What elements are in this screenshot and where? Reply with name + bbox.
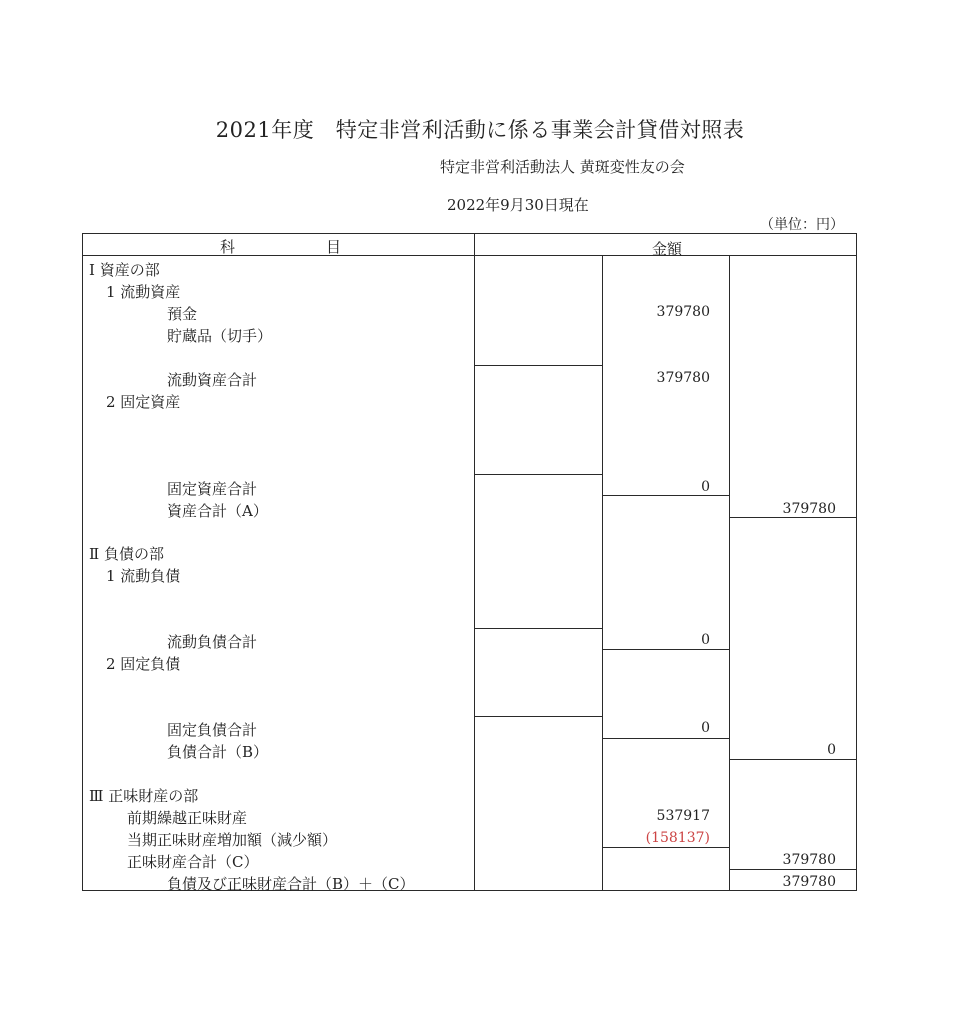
subject-column-divider	[474, 233, 475, 891]
net-assets-total-amount: 379780	[782, 852, 836, 868]
stored-items-label: 貯蔵品（切手）	[167, 327, 273, 345]
col3-line	[729, 869, 857, 870]
assets-total-amount: 379780	[782, 501, 836, 517]
carried-net-assets-amount: 537917	[656, 808, 710, 824]
header-subject-2: 目	[326, 238, 342, 256]
col2-line	[602, 847, 730, 848]
assets-section-heading: Ⅰ 資産の部	[89, 261, 160, 279]
current-assets-total-label: 流動資産合計	[167, 371, 258, 389]
fixed-liabilities-total-label: 固定負債合計	[167, 721, 258, 739]
fixed-liabilities-total-amount: 0	[701, 720, 710, 736]
amount-col-divider-2	[729, 255, 730, 891]
table-border-right	[856, 233, 857, 891]
fixed-assets-heading: 2 固定資産	[106, 393, 181, 411]
unit-label: （単位：円）	[760, 217, 844, 233]
organization-name: 特定非営利活動法人 黄斑変性友の会	[440, 158, 685, 176]
col3-line	[729, 759, 857, 760]
col3-line	[729, 517, 857, 518]
header-amount: 金額	[652, 240, 683, 258]
col1-line	[474, 474, 603, 475]
col2-line	[602, 738, 730, 739]
amount-col-divider-1	[602, 255, 603, 891]
table-border-left	[82, 233, 83, 891]
deposit-label: 預金	[167, 305, 198, 323]
current-liabilities-total-label: 流動負債合計	[167, 633, 258, 651]
current-assets-heading: 1 流動資産	[106, 283, 181, 301]
col1-line	[474, 365, 603, 366]
net-assets-change-amount: (158137)	[645, 830, 710, 846]
fixed-assets-total-amount: 0	[701, 479, 710, 495]
liabilities-section-heading: Ⅱ 負債の部	[89, 545, 164, 563]
current-liabilities-heading: 1 流動負債	[106, 567, 181, 585]
grand-total-label: 負債及び正味財産合計（B）＋（C）	[167, 875, 415, 893]
table-border-top	[82, 233, 857, 234]
grand-total-amount: 379780	[782, 874, 836, 890]
col2-line	[602, 495, 730, 496]
header-subject-1: 科	[220, 238, 236, 256]
header-divider	[82, 255, 857, 256]
as-of-date: 2022年9月30日現在	[447, 196, 589, 214]
col1-line	[474, 628, 603, 629]
current-assets-total-amount: 379780	[656, 370, 710, 386]
document-title: 2021年度 特定非営利活動に係る事業会計貸借対照表	[215, 118, 745, 142]
deposit-amount: 379780	[656, 304, 710, 320]
fixed-assets-total-label: 固定資産合計	[167, 480, 258, 498]
liabilities-total-amount: 0	[827, 742, 836, 758]
col1-line	[474, 716, 603, 717]
net-assets-total-label: 正味財産合計（C）	[127, 853, 259, 871]
current-liabilities-total-amount: 0	[701, 632, 710, 648]
liabilities-total-label: 負債合計（B）	[167, 743, 269, 761]
net-assets-change-label: 当期正味財産増加額（減少額）	[127, 831, 338, 849]
net-assets-section-heading: Ⅲ 正味財産の部	[89, 787, 199, 805]
col2-line	[602, 649, 730, 650]
carried-net-assets-label: 前期繰越正味財産	[127, 809, 248, 827]
assets-total-label: 資産合計（A）	[167, 502, 268, 520]
fixed-liabilities-heading: 2 固定負債	[106, 655, 181, 673]
